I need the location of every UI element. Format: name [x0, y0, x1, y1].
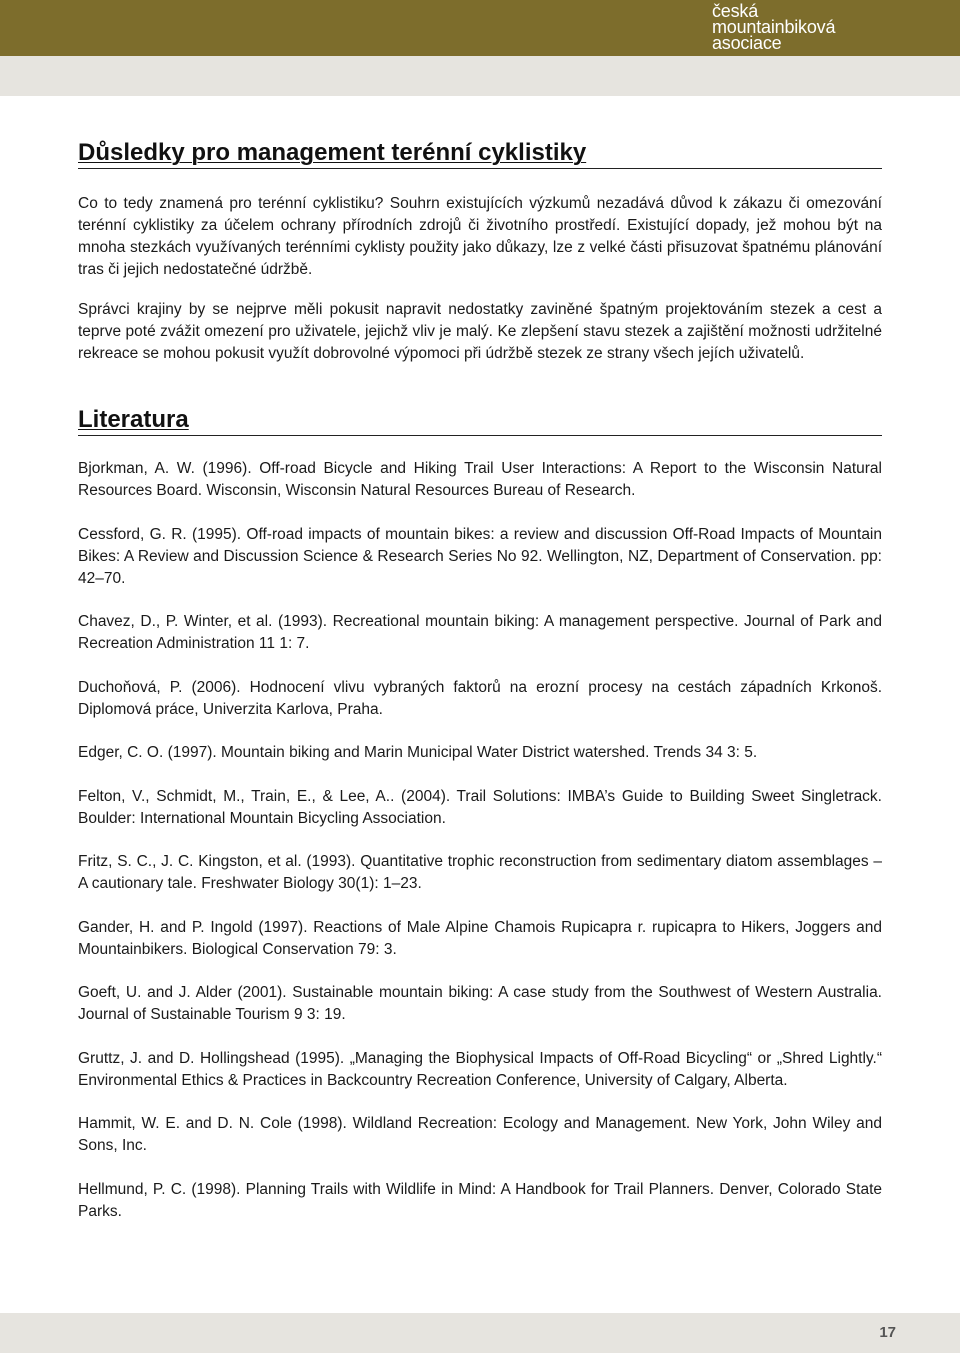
section-title-literature: Literatura — [78, 406, 189, 433]
reference-item: Fritz, S. C., J. C. Kingston, et al. (1993). Quantitative trophic reconstruction from sedimentary diatom assemblages – A cautionary tale. Freshwater Biology 30(1): 1–23. — [78, 853, 882, 892]
reference-item: Edger, C. O. (1997). Mountain biking and Marin Municipal Water District watershed. Trends 34 3: 5. — [78, 744, 758, 761]
page-content — [78, 138, 882, 1244]
reference-item: Duchoňová, P. (2006). Hodnocení vlivu vybraných faktorů na erozní procesy na cestách západních Krkonoš. Diplomová práce, Univerzita Karlova, Praha. — [78, 678, 882, 718]
paragraph-managers: Správci krajiny by se nejprve měli pokusit napravit nedostatky zaviněné špatným projektováním stezek a cest a teprve poté zvážit omezení pro uživatele, jejichž vliv je malý. Ke zlepšení stavu stezek a zajištění možnosti udržitelné rekreace se mohou pokusit využít dobrovolné výpomoci při údržbě stezek ze strany všech jejích uživatelů. — [78, 301, 882, 362]
reference-item: Gander, H. and P. Ingold (1997). Reactions of Male Alpine Chamois Rupicapra r. rupicapra to Hikers, Joggers and Mountainbikers. Biological Conservation 79: 3. — [78, 918, 882, 958]
reference-item: Cessford, G. R. (1995). Off-road impacts of mountain bikes: a review and discussion Off-Road Impacts of Mountain Bikes: A Review and Discussion Science & Research Series No 92. Wellington, NZ, Department of Conservation. pp: 42–70. — [78, 525, 882, 587]
reference-item: Chavez, D., P. Winter, et al. (1993). Recreational mountain biking: A management perspective. Journal of Park and Recreation Administration 11 1: 7. — [78, 613, 882, 652]
logo-line-3: asociace — [712, 33, 782, 53]
section-heading-literature — [78, 405, 882, 436]
section-heading-management — [78, 138, 882, 169]
reference-item: Bjorkman, A. W. (1996). Off-road Bicycle and Hiking Trail User Interactions: A Report to the Wisconsin Natural Resources Board. Wisconsin, Wisconsin Natural Resources Bureau of Research. — [78, 460, 882, 499]
section-title-management: Důsledky pro management terénní cyklistiky — [78, 139, 587, 166]
page-number: 17 — [879, 1324, 896, 1341]
logo-line-1: česká — [712, 1, 759, 21]
reference-item: Hammit, W. E. and D. N. Cole (1998). Wildland Recreation: Ecology and Management. New York, John Wiley and Sons, Inc. — [78, 1115, 882, 1154]
reference-item: Felton, V., Schmidt, M., Train, E., & Lee, A.. (2004). Trail Solutions: IMBA’s Guide to Building Sweet Singletrack. Boulder: International Mountain Bicycling Association. — [78, 787, 882, 827]
logo-line-2: mountainbiková — [712, 17, 836, 37]
paragraph-intro: Co to tedy znamená pro terénní cyklistiku? Souhrn existujících výzkumů nezadává důvod k zákazu či omezování terénní cyklistiky za účelem ochrany přírodních zdrojů či životního prostředí. Existující dopady, jež mohou být na mnoha stezkách využívaných terénními cyklisty použity jako důkazy, lze z velké části přisuzovat špatnému plánování tras či jejich nedostatečné údržbě. — [78, 195, 882, 278]
reference-item: Goeft, U. and J. Alder (2001). Sustainable mountain biking: A case study from the Southwest of Western Australia. Journal of Sustainable Tourism 9 3: 19. — [78, 984, 882, 1023]
association-logo — [712, 3, 835, 51]
reference-list — [78, 458, 882, 1223]
reference-item: Hellmund, P. C. (1998). Planning Trails with Wildlife in Mind: A Handbook for Trail Planners. Denver, Colorado State Parks. — [78, 1180, 882, 1220]
reference-item: Gruttz, J. and D. Hollingshead (1995). „Managing the Biophysical Impacts of Off-Road Bicycling“ or „Shred Lightly.“ Environmental Ethics & Practices in Backcountry Recreation Conference, University of Calgary, Alberta. — [78, 1049, 882, 1089]
footer-band — [0, 1313, 960, 1353]
header-strip — [0, 56, 960, 96]
